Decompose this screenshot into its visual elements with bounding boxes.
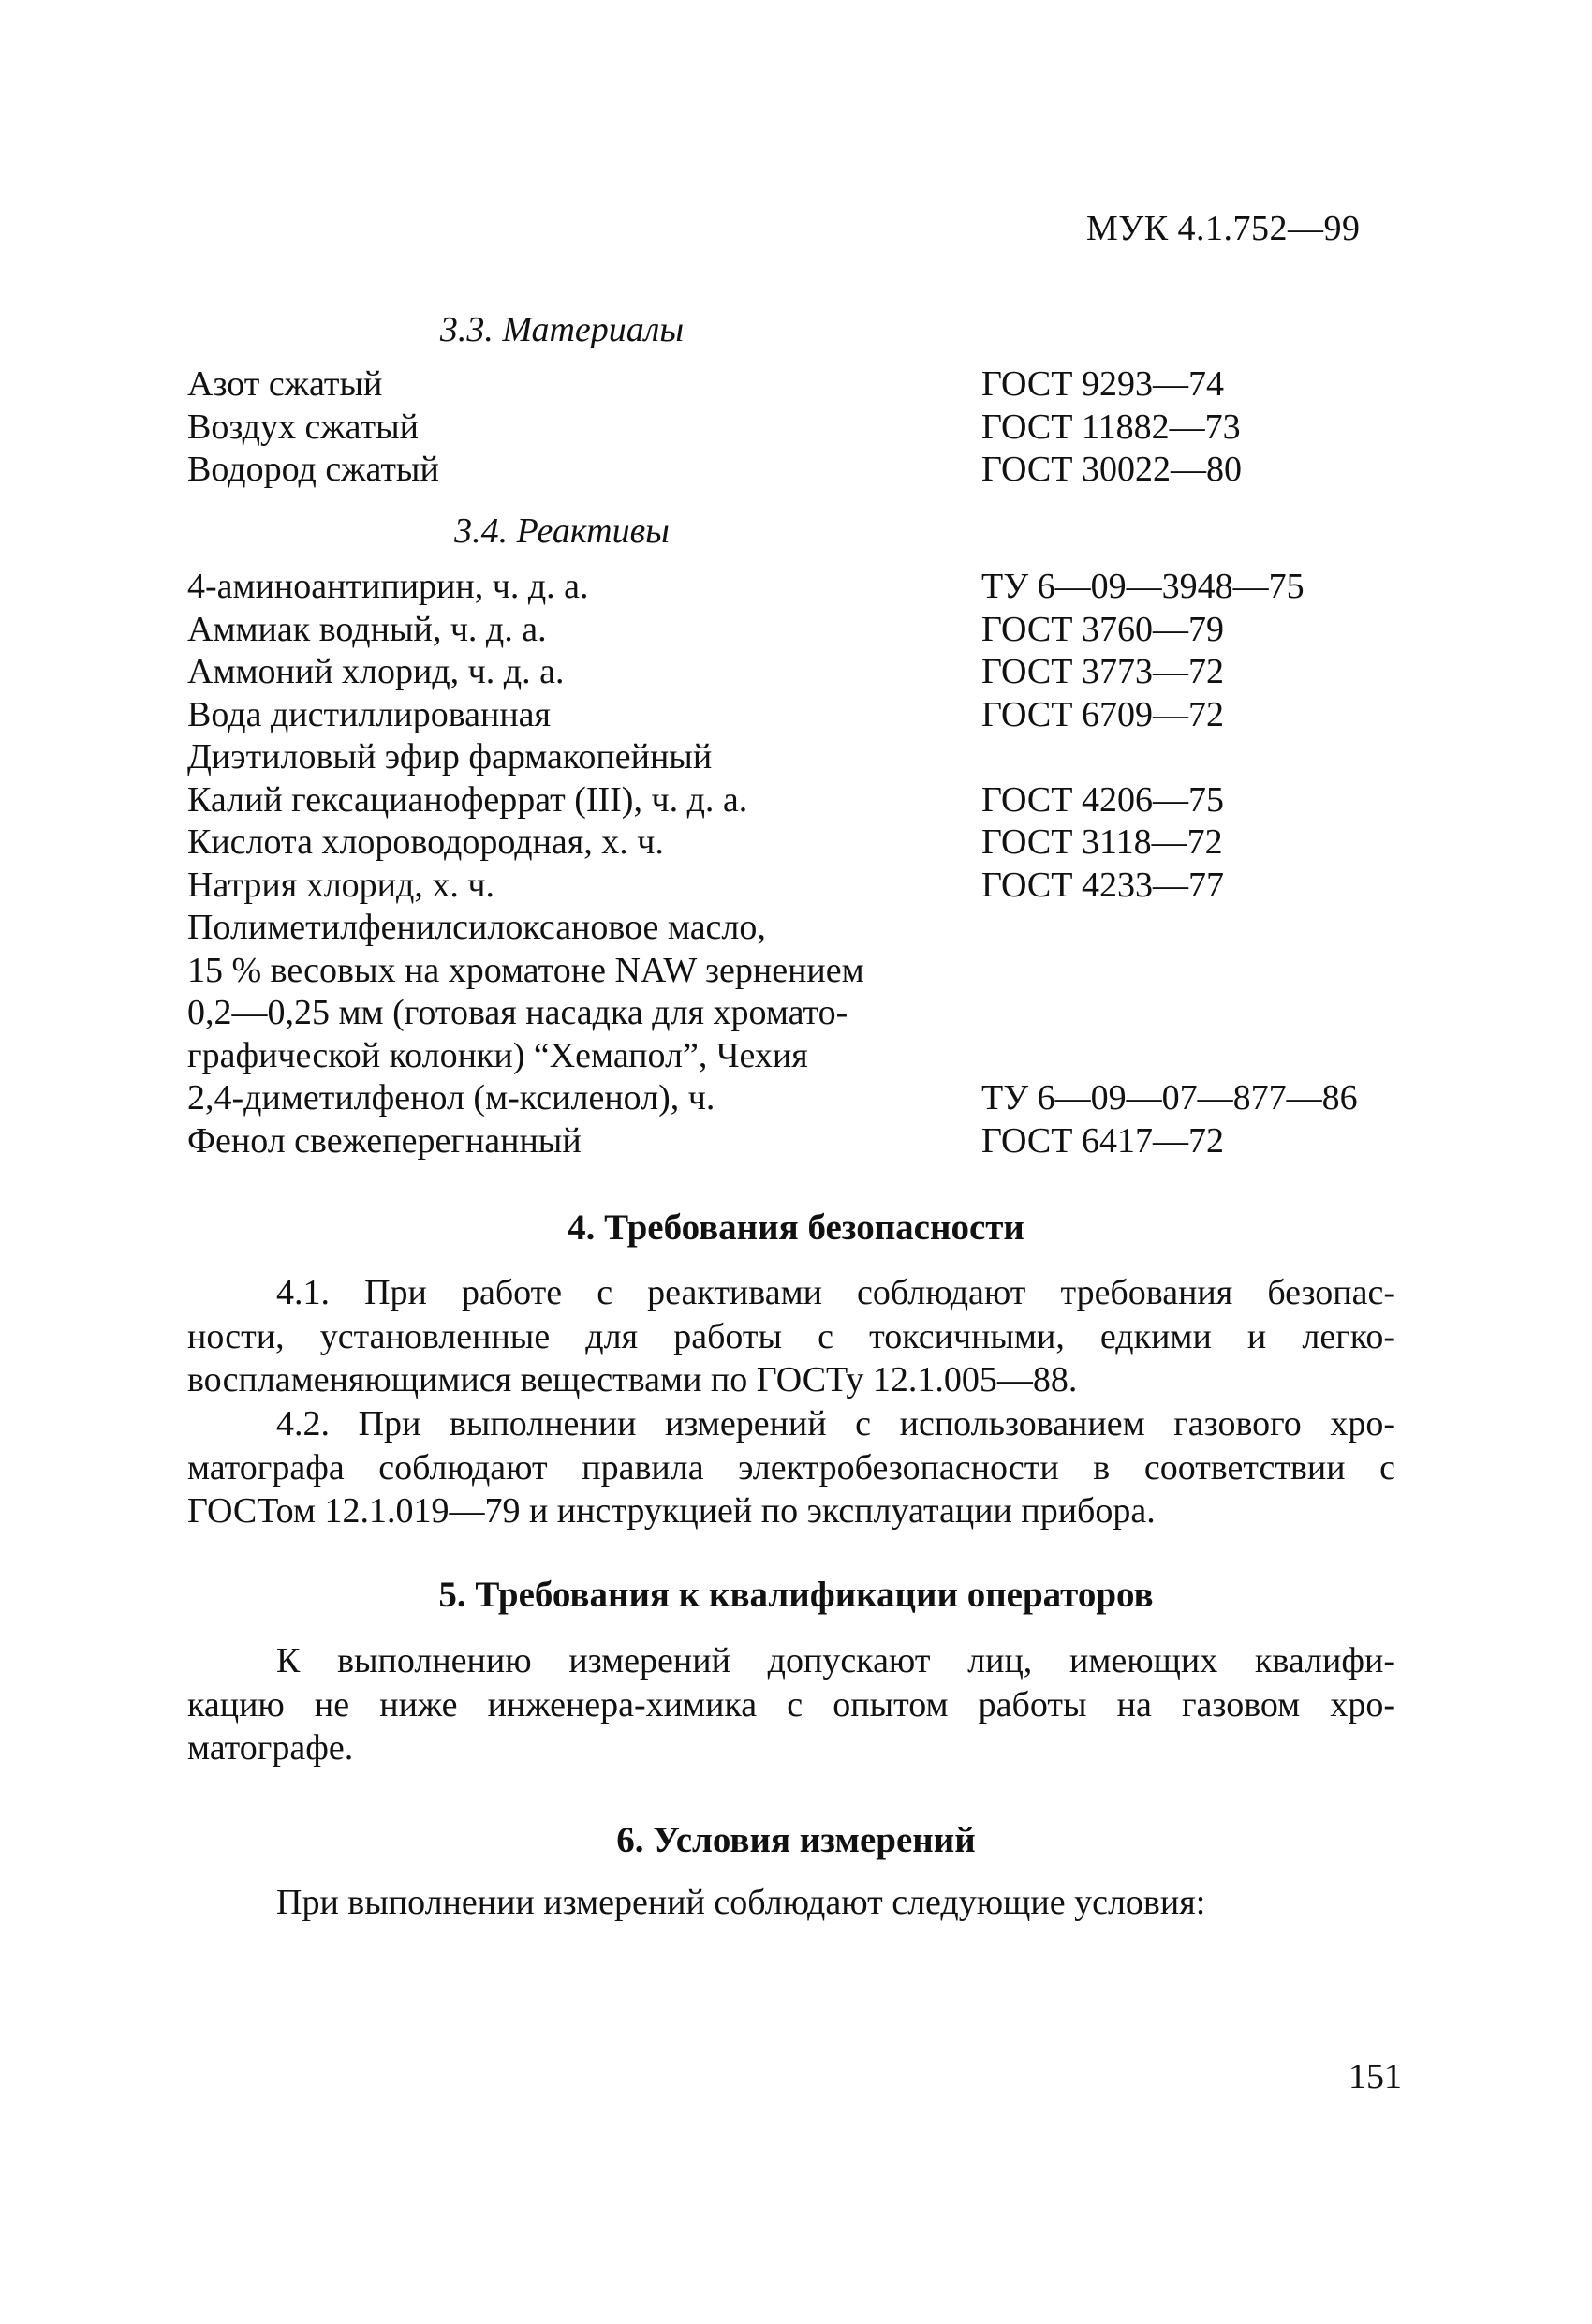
item-name: Кислота хлороводородная, х. ч.	[187, 822, 664, 862]
document-code: МУК 4.1.752—99	[1086, 209, 1361, 248]
item-name: Аммиак водный, ч. д. а.	[187, 609, 547, 649]
text-line: К выполнению измерений допускают лиц, имеющих квалифи-	[276, 1641, 1395, 1680]
materials-heading: 3.3. Материалы	[439, 310, 685, 349]
paragraph-5	[187, 1639, 1395, 1770]
text-line: 4.2. При выполнении измерений с использованием газового хро-	[276, 1404, 1395, 1443]
item-standard: ГОСТ 4206—75	[981, 779, 1224, 820]
list-item	[187, 992, 1405, 1035]
list-item	[187, 1120, 1405, 1163]
list-item	[187, 736, 1405, 779]
text-line: матографа соблюдают правила электробезопасности в соответствии с	[187, 1447, 1395, 1488]
item-standard: ТУ 6—09—07—877—86	[981, 1078, 1358, 1118]
paragraph-4-1	[187, 1271, 1395, 1402]
item-standard: ГОСТ 9293—74	[981, 364, 1224, 404]
list-item	[187, 566, 1405, 609]
text-line: матографе.	[187, 1728, 354, 1768]
item-name: графической колонки) “Хемапол”, Чехия	[187, 1035, 808, 1075]
item-name: Фенол свежеперегнанный	[187, 1120, 582, 1161]
list-item	[187, 779, 1405, 822]
item-name: 4-аминоантипирин, ч. д. а.	[187, 567, 589, 606]
list-item	[187, 865, 1405, 908]
item-name: Натрия хлорид, х. ч.	[187, 865, 494, 905]
text-line: воспламеняющимися веществами по ГОСТу 12.1.005—88.	[187, 1360, 1078, 1399]
text-line: кацию не ниже инженера-химика с опытом работы на газовом хро-	[187, 1684, 1395, 1724]
list-item	[187, 907, 1405, 950]
item-name: 2,4-диметилфенол (м-ксиленол), ч.	[187, 1078, 715, 1118]
item-name: Полиметилфенилсилоксановое масло,	[187, 908, 766, 947]
list-item	[187, 449, 1405, 492]
section-6-title: 6. Условия измерений	[616, 1820, 976, 1860]
item-standard: ГОСТ 3773—72	[981, 652, 1224, 691]
item-name: Диэтиловый эфир фармакопейный	[187, 737, 713, 777]
item-name: Азот сжатый	[187, 364, 383, 404]
item-standard: ГОСТ 11882—73	[981, 407, 1241, 447]
item-standard: ГОСТ 3760—79	[981, 609, 1224, 649]
section-5-title: 5. Требования к квалификации операторов	[438, 1575, 1154, 1615]
section-4-title: 4. Требования безопасности	[568, 1207, 1024, 1248]
reagents-list	[187, 566, 1405, 1162]
item-name: 0,2—0,25 мм (готовая насадка для хромато-	[187, 993, 848, 1032]
paragraph-6	[187, 1881, 1395, 1925]
list-item	[187, 822, 1405, 865]
page-number: 151	[1349, 2057, 1402, 2096]
materials-list	[187, 363, 1405, 492]
item-name: Аммоний хлорид, ч. д. а.	[187, 652, 565, 691]
text-line: При выполнении измерений соблюдают следующие условия:	[276, 1883, 1206, 1922]
item-name: Калий гексацианоферрат (III), ч. д. а.	[187, 779, 748, 820]
list-item	[187, 363, 1405, 407]
list-item	[187, 407, 1405, 450]
reagents-heading: 3.4. Реактивы	[454, 511, 670, 551]
list-item	[187, 651, 1405, 694]
list-item	[187, 694, 1405, 737]
item-name: Воздух сжатый	[187, 407, 419, 447]
item-standard: ГОСТ 30022—80	[981, 450, 1242, 489]
item-standard: ГОСТ 3118—72	[981, 822, 1223, 862]
list-item	[187, 1077, 1405, 1120]
item-name: Вода дистиллированная	[187, 694, 552, 734]
text-line: 4.1. При работе с реактивами соблюдают требования безопас-	[276, 1273, 1395, 1312]
text-line: ГОСТом 12.1.019—79 и инструкцией по эксплуатации прибора.	[187, 1491, 1156, 1531]
item-standard: ГОСТ 4233—77	[981, 865, 1224, 905]
list-item	[187, 1035, 1405, 1078]
text-line: ности, установленные для работы с токсичными, едкими и легко-	[187, 1316, 1395, 1356]
paragraph-4-2	[187, 1402, 1395, 1533]
item-name: 15 % весовых на хроматоне NAW зернением	[187, 950, 864, 990]
list-item	[187, 609, 1405, 652]
item-standard: ГОСТ 6417—72	[981, 1120, 1224, 1161]
item-standard: ГОСТ 6709—72	[981, 694, 1224, 734]
item-standard: ТУ 6—09—3948—75	[981, 567, 1305, 606]
item-name: Водород сжатый	[187, 450, 439, 489]
list-item	[187, 950, 1405, 993]
